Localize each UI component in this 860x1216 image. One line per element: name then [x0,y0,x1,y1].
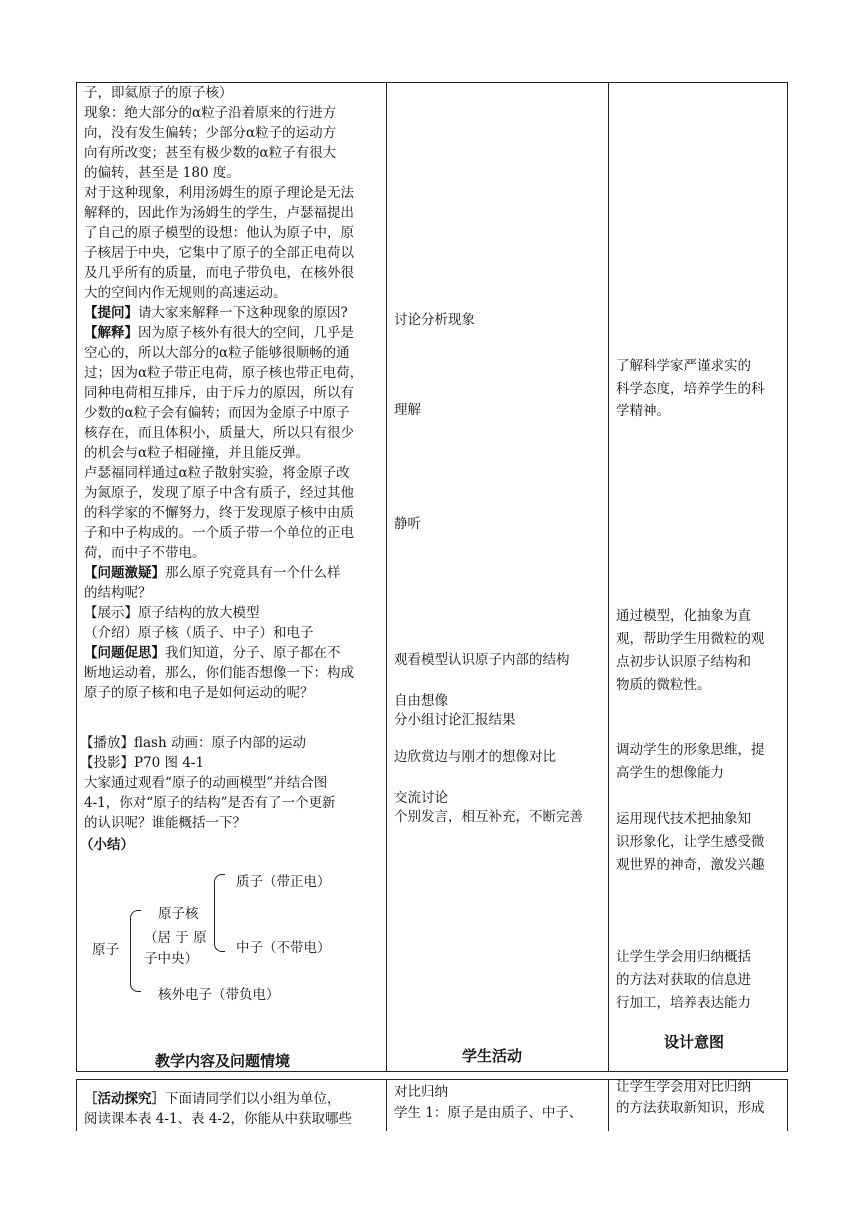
content-line: 大家通过观看“原子的动画模型”并结合图 [84,775,328,791]
nucleus-brace [214,874,225,952]
content-line: 断地运动着，那么，你们能否想像一下：构成 [84,665,354,681]
table-bottom-border [76,1071,788,1072]
activity-compare: 边欣赏边与刚才的想像对比 [394,749,556,765]
content-line: 向，没有发生偏转；少部分α粒子的运动方 [84,125,337,141]
intent-line: 高学生的想像能力 [616,765,724,781]
next-student-line: 对比归纳 [394,1084,448,1100]
content-line: 少数的α粒子会有偏转；而因为金原子中原子 [84,405,350,421]
show-text: 原子结构的放大模型 [138,605,260,621]
activity-understand: 理解 [394,402,421,418]
next-intent-line: 的方法获取新知识，形成 [616,1100,765,1116]
activity-observe-model: 观看模型认识原子内部的结构 [394,652,570,668]
content-line: 的认识呢？谁能概括一下？ [84,815,246,831]
activity-group: 分小组讨论汇报结果 [394,712,516,728]
table2-divider-2 [608,1079,609,1131]
content-line: 同种电荷相互排斥，由于斥力的原因，所以有 [84,385,354,401]
table2-left-border [76,1079,77,1131]
table2-divider-1 [386,1079,387,1131]
content-line: 子，即氦原子的原子核） [84,85,233,101]
content-line: 为氮原子，发现了原子中含有质子，经过其他 [84,485,354,501]
activity-imagine: 自由想像 [394,693,448,709]
intent-line: 行加工，培养表达能力 [616,995,751,1011]
intent-line: 物质的微粒性。 [616,677,711,693]
intent-line: 了解科学家严谨求实的 [616,358,751,374]
content-line: 荷，而中子不带电。 [84,545,206,561]
doubt-tag: 【问题激疑】 [84,565,165,581]
content-line: 核存在，而且体积小，质量大，所以只有很少 [84,425,354,441]
diagram-nucleus-label: 原子核 [158,906,199,922]
content-line: 子核居于中央，它集中了原子的全部正电荷以 [84,245,354,261]
next-student-line: 学生 1：原子是由质子、中子、 [394,1105,583,1121]
column-header-intent: 设计意图 [664,1033,725,1051]
column-divider-1 [386,82,387,1072]
content-line: 的结构呢？ [84,585,152,601]
summary-tag: （小结） [80,837,134,853]
diagram-proton-label: 质子（带正电） [236,874,331,890]
content-line: 对于这种现象，利用汤姆生的原子理论是无法 [84,185,354,201]
show-tag: 【展示】 [84,605,138,621]
activity-listen: 静听 [394,516,421,532]
content-line: 的偏转，甚至是 180 度。 [84,165,240,181]
next-activity-tag: ［活动探究］ [84,1091,165,1107]
column-divider-2 [608,82,609,1072]
project-line: 【投影】P70 图 4-1 [80,755,205,771]
next-activity-line: 阅读课本表 4-1、表 4-2，你能从中获取哪些 [84,1111,353,1127]
intent-line: 观世界的神奇，激发兴趣 [616,857,765,873]
ask-line [84,304,348,324]
content-line: 过；因为α粒子带正电荷，原子核也带正电荷， [84,365,364,381]
content-line: 了自己的原子模型的设想：他认为原子中，原 [84,225,354,241]
content-line: 4-1，你对“原子的结构”是否有了一个更新 [84,795,336,811]
intent-line: 观，帮助学生用微粒的观 [616,631,765,647]
next-intent-line: 让学生学会用对比归纳 [616,1079,751,1095]
next-activity-text: 下面请同学们以小组为单位， [165,1091,341,1107]
content-line: 空心的，所以大部分的α粒子能够很顺畅的通 [84,345,350,361]
intent-line: 识形象化，让学生感受微 [616,834,765,850]
doubt-text: 那么原子究竟具有一个什么样 [165,565,341,581]
intent-line: 学精神。 [616,403,670,419]
ask-tag: 【提问】 [84,305,138,321]
activity-discuss: 讨论分析现象 [394,312,475,328]
think-line [84,644,341,664]
intent-line: 科学态度，培养学生的科 [616,381,765,397]
content-line: 向有所改变；甚至有极少数的α粒子有很大 [84,145,337,161]
table-top-border [76,82,788,83]
content-line: 子和中子构成的。一个质子带一个单位的正电 [84,525,354,541]
table-left-border [76,82,77,1072]
intent-line: 让学生学会用归纳概括 [616,949,751,965]
think-text: 我们知道，分子、原子都在不 [165,645,341,661]
intent-line: 的方法对获取的信息进 [616,972,751,988]
ask-text: 请大家来解释一下这种现象的原因? [138,305,348,321]
diagram-atom-label: 原子 [92,942,119,958]
content-line: 大的空间内作无规则的高速运动。 [84,285,287,301]
diagram-nucleus-note: （居 于 原 [144,930,207,946]
intro-line: （介绍）原子核（质子、中子）和电子 [84,625,314,641]
diagram-electron-label: 核外电子（带负电） [158,987,280,1003]
diagram-nucleus-note: 子中央） [144,951,198,967]
intent-line: 点初步认识原子结构和 [616,654,751,670]
content-line: 解释的，因此作为汤姆生的学生，卢瑟福提出 [84,205,354,221]
table-right-border [787,82,788,1072]
explain-line [84,324,354,344]
atom-brace [130,910,141,992]
intent-line: 调动学生的形象思维，提 [616,742,765,758]
explain-text: 因为原子核外有很大的空间，几乎是 [138,325,354,341]
column-header-content: 教学内容及问题情境 [155,1052,291,1070]
show-line [84,604,260,624]
intent-line: 通过模型，化抽象为直 [616,608,751,624]
content-line: 的机会与α粒子相碰撞，并且能反弹。 [84,445,310,461]
content-line: 原子的原子核和电子是如何运动的呢？ [84,685,314,701]
activity-exchange: 交流讨论 [394,790,448,806]
content-line: 现象：绝大部分的α粒子沿着原来的行进方 [84,105,337,121]
content-line: 及几乎所有的质量，而电子带负电，在核外很 [84,265,354,281]
diagram-neutron-label: 中子（不带电） [236,940,331,956]
activity-speak: 个别发言，相互补充，不断完善 [394,809,583,825]
explain-tag: 【解释】 [84,325,138,341]
play-line: 【播放】flash 动画：原子内部的运动 [80,735,306,751]
column-header-activity: 学生活动 [462,1047,523,1065]
intent-line: 运用现代技术把抽象知 [616,811,751,827]
next-activity-line [84,1090,341,1110]
content-line: 卢瑟福同样通过α粒子散射实验，将金原子改 [84,465,350,481]
table2-right-border [787,1079,788,1131]
content-line: 的科学家的不懈努力，终于发现原子核中由质 [84,505,354,521]
think-tag: 【问题促思】 [84,645,165,661]
doubt-line [84,564,341,584]
